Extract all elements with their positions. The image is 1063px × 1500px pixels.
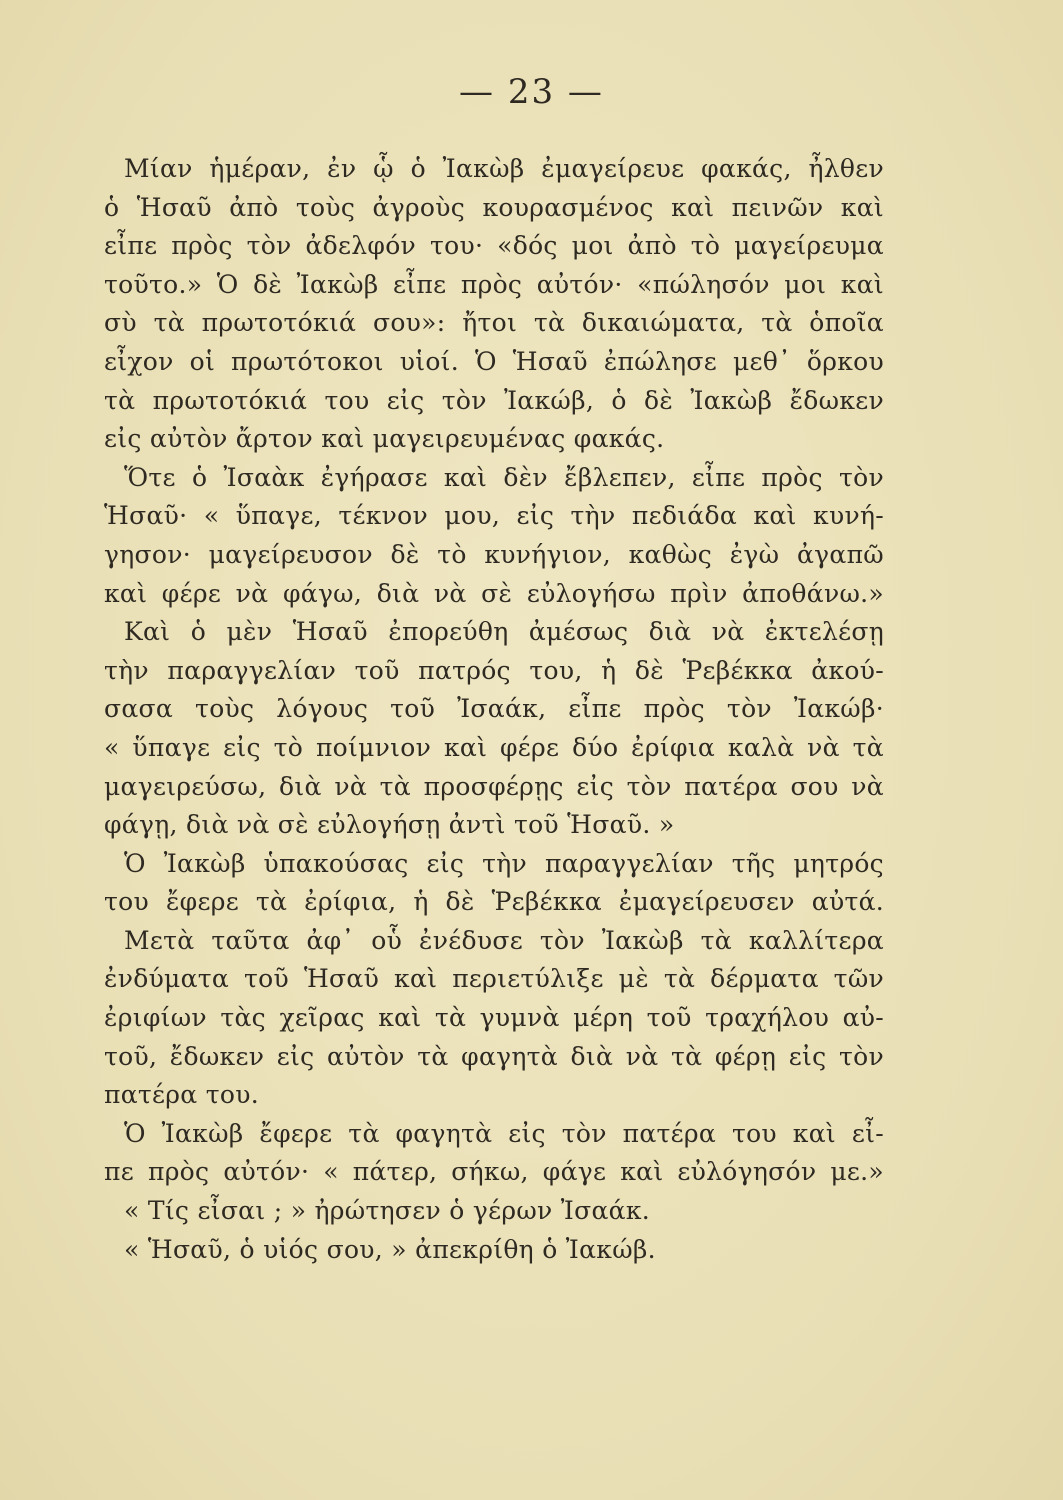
text-line: « ὕπαγε εἰς τὸ ποίμνιον καὶ φέρε δύο ἐρίφια καλὰ νὰ τὰ: [104, 732, 884, 762]
text-line: τὰ πρωτοτόκιά του εἰς τὸν Ἰακώβ, ὁ δὲ Ἰακὼβ ἔδωκεν: [104, 385, 884, 415]
text-line: Μίαν ἡμέραν, ἐν ᾧ ὁ Ἰακὼβ ἐμαγείρευε φακάς, ἦλθεν: [124, 154, 884, 183]
text-line: πε πρὸς αὐτόν· « πάτερ, σήκω, φάγε καὶ εὐλόγησόν με.»: [104, 1157, 884, 1187]
text-line: Μετὰ ταῦτα ἀφ᾽ οὗ ἐνέδυσε τὸν Ἰακὼβ τὰ καλλίτερα: [124, 925, 884, 955]
text-line: σὺ τὰ πρωτοτόκιά σου»: ἤτοι τὰ δικαιώματα, τὰ ὁποῖα: [104, 308, 884, 338]
text-line: Ὁ Ἰακὼβ ὑπακούσας εἰς τὴν παραγγελίαν τῆς μητρός: [124, 848, 884, 878]
text-line: γησον· μαγείρευσον δὲ τὸ κυνήγιον, καθὼς ἐγὼ ἀγαπῶ: [104, 539, 884, 569]
text-line: τὴν παραγγελίαν τοῦ πατρός του, ἡ δὲ Ῥεβέκκα ἀκού-: [104, 655, 884, 685]
text-line: του ἔφερε τὰ ἐρίφια, ἡ δὲ Ῥεβέκκα ἐμαγείρευσεν αὐτά.: [104, 887, 884, 917]
text-line: πατέρα του.: [104, 1080, 259, 1110]
text-line: Ὁ Ἰακὼβ ἔφερε τὰ φαγητὰ εἰς τὸν πατέρα του καὶ εἶ-: [124, 1118, 884, 1148]
text-line: « Τίς εἶσαι ; » ἠρώτησεν ὁ γέρων Ἰσαάκ.: [124, 1196, 651, 1226]
text-line: φάγῃ, διὰ νὰ σὲ εὐλογήσῃ ἀντὶ τοῦ Ἡσαῦ. »: [104, 810, 675, 840]
text-line: « Ἡσαῦ, ὁ υἱός σου, » ἀπεκρίθη ὁ Ἰακώβ.: [124, 1234, 656, 1264]
text-line: εἶπε πρὸς τὸν ἀδελφόν του· «δός μοι ἀπὸ τὸ μαγείρευμα: [104, 231, 884, 261]
text-line: Ὅτε ὁ Ἰσαὰκ ἐγήρασε καὶ δὲν ἔβλεπεν, εἶπε πρὸς τὸν: [124, 462, 884, 492]
page-number: — 23 —: [459, 72, 604, 112]
text-line: εἶχον οἱ πρωτότοκοι υἱοί. Ὁ Ἡσαῦ ἐπώλησε μεθ᾽ ὅρκου: [104, 346, 884, 376]
text-line: ἐνδύματα τοῦ Ἡσαῦ καὶ περιετύλιξε μὲ τὰ δέρματα τῶν: [104, 964, 884, 994]
text-line: Καὶ ὁ μὲν Ἡσαῦ ἐπορεύθη ἀμέσως διὰ νὰ ἐκτελέσῃ: [124, 617, 884, 647]
text-line: σασα τοὺς λόγους τοῦ Ἰσαάκ, εἶπε πρὸς τὸν Ἰακώβ·: [104, 694, 884, 724]
body-text: [104, 150, 884, 1269]
text-line: καὶ φέρε νὰ φάγω, διὰ νὰ σὲ εὐλογήσω πρὶν ἀποθάνω.»: [104, 578, 884, 608]
text-line: μαγειρεύσω, διὰ νὰ τὰ προσφέρῃς εἰς τὸν πατέρα σου νὰ: [104, 771, 884, 801]
text-line: τοῦτο.» Ὁ δὲ Ἰακὼβ εἶπε πρὸς αὐτόν· «πώλησόν μοι καὶ: [104, 269, 884, 299]
text-line: τοῦ, ἔδωκεν εἰς αὐτὸν τὰ φαγητὰ διὰ νὰ τὰ φέρῃ εἰς τὸν: [104, 1041, 884, 1071]
text-line: ὁ Ἡσαῦ ἀπὸ τοὺς ἀγροὺς κουρασμένος καὶ πεινῶν καὶ: [104, 192, 884, 222]
text-line: εἰς αὐτὸν ἄρτον καὶ μαγειρευμένας φακάς.: [104, 424, 665, 454]
text-line: ἐριφίων τὰς χεῖρας καὶ τὰ γυμνὰ μέρη τοῦ τραχήλου αὐ-: [104, 1003, 884, 1033]
text-line: Ἡσαῦ· « ὕπαγε, τέκνον μου, εἰς τὴν πεδιάδα καὶ κυνή-: [104, 501, 884, 531]
